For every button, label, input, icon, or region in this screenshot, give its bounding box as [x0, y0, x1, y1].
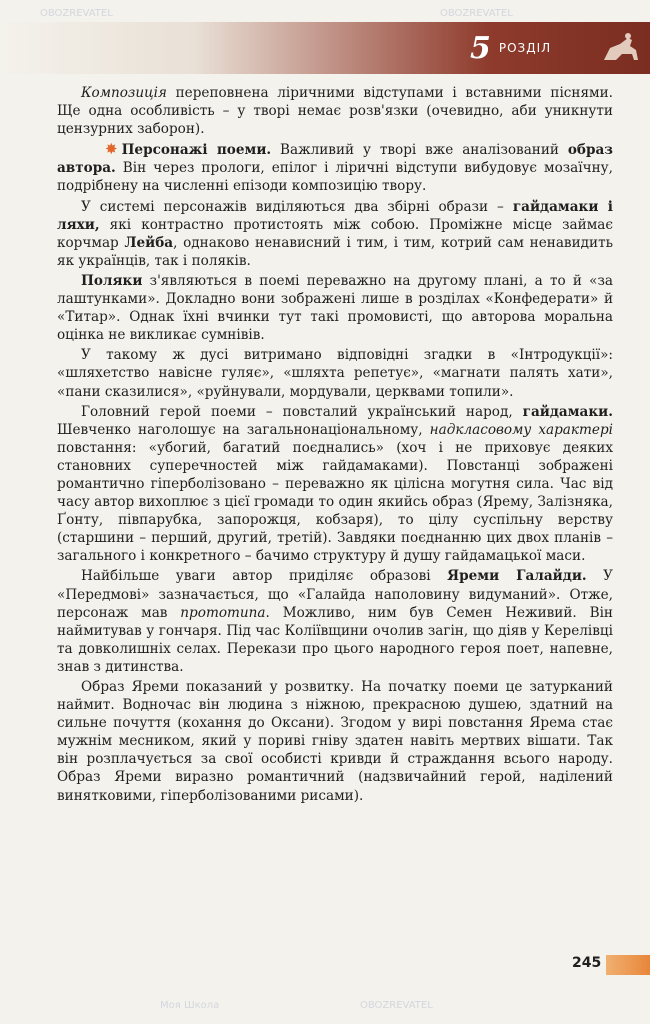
cossack-rider-icon: [598, 30, 642, 66]
page-number-tab: [606, 955, 650, 975]
paragraph-introduction: У такому ж дусі витримано відповідні згадки в «Інтродукції»: «шляхетство навісне гуляє», «шляхта репетує», «магнати палять хати», «пани сказилися», «руйнували, мордували, церквами топили».: [57, 347, 613, 400]
paragraph-poles: Поляки з'являються в поемі переважно на другому плані, а то й «за лаштунками». Докладно вони зображені лише в розділах «Конфедерати» й «Титар». Однак їхні вчинки тут такі промовисті, що авторова моральна оцінка не викликає сумнівів.: [57, 272, 613, 344]
page-number: 245: [572, 955, 602, 971]
watermark: OBOZREVATEL: [440, 8, 513, 19]
star-bullet-icon: ✸: [105, 140, 118, 159]
paragraph-main-hero: Головний герой поеми – повсталий український народ, гайдамаки. Шевченко наголошує на загальнонаціональному, надкласовому характері повстання: «убогий, багатий поєднались» (хоч і не приховує деяких становних суперечностей між гайдамаками). Повстанці зображені романтично гіперболізовано – переважно як цілісна могутня сила. Час від часу автор вихоплює з цієї громади то один якийсь образ (Ярему, Залізняка, Ґонту, півпарубка, запорожця, кобзаря), то цілу суспільну верству (старшини – перший, другий, третій). Завдяки поєднанню цих двох планів – загального і конкретного – бачимо структуру й душу гайдамацької маси.: [57, 403, 613, 565]
paragraph-characters: ✸ Персонажі поеми. Важливий у творі вже аналізований образ автора. Він через прологи, епілог і ліричні відступи вибудовує мозаїчну, подрібнену на численні епізоди композицію твору.: [57, 140, 613, 195]
chapter-number: 5: [470, 30, 491, 66]
paragraph-yarema-image: Образ Яреми показаний у розвитку. На початку поеми це затурканий наймит. Водночас він людина з ніжною, прекрасною душею, здатний на сильне почуття (кохання до Оксани). Згодом у вирі повстання Ярема стає мужнім месником, який у пориві гніву здатен навіть мертвих вішати. Так він розплачується за свої особисті кривди й страждання всього народу. Образ Яреми виразно романтичний (надзвичайний герой, наділений винятковими, гіперболізованими рисами).: [57, 679, 613, 804]
paragraph-system: У системі персонажів виділяються два збірні образи – гайдамаки і ляхи, які контрастно протистоять між собою. Проміжне місце займає корчмар Лейба, однаково ненависний і тим, і тим, котрий сам ненавидить як українців, так і поляків.: [57, 198, 613, 269]
watermark: Моя Школа: [160, 1000, 220, 1011]
page-body: [57, 84, 613, 805]
paragraph-composition: Композиція переповнена ліричними відступами і вставними піснями. Ще одна особливість – у творі немає розв'язки (очевидно, аби уникнути цензурних заборон).: [57, 85, 613, 138]
paragraph-yarema-galaida: Найбільше уваги автор приділяє образові Яреми Галайди. У «Передмові» зазначається, що «Галайда наполовину видуманий». Отже, персонаж мав прототипа. Можливо, ним був Семен Неживий. Він наймитував у гончаря. Під час Коліївщини очолив загін, що діяв у Керелівці та довколишніх селах. Перекази про цього народного героя поет, напевне, знав з дитинства.: [57, 568, 613, 675]
chapter-badge: [470, 28, 650, 68]
watermark: OBOZREVATEL: [360, 1000, 433, 1011]
chapter-label: РОЗДІЛ: [498, 41, 552, 55]
watermark: OBOZREVATEL: [40, 8, 113, 19]
